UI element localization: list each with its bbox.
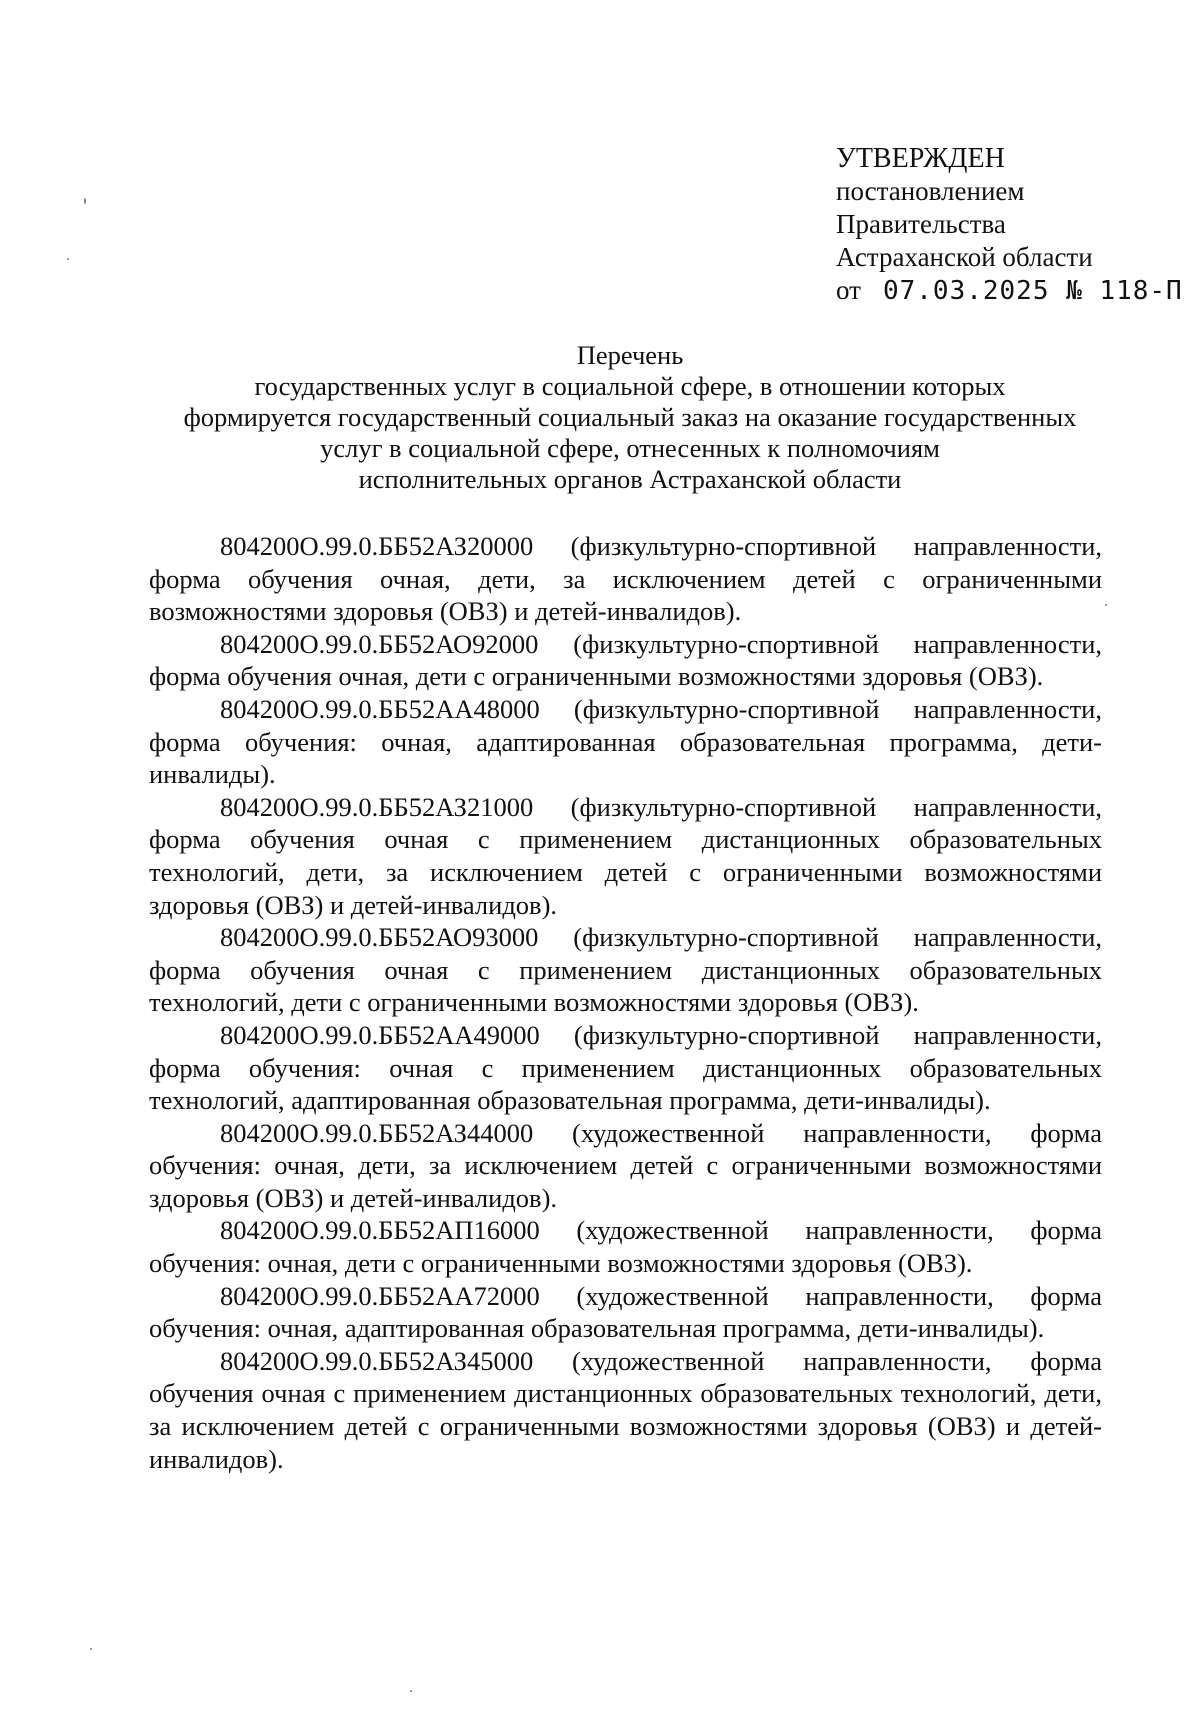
service-item: 804200О.99.0.ББ52АА49000 (физкультурно-спортивной направленности, форма обучения: очная с применением дистанционных образовательных технологий, адаптированная образовательная программа, дети-инвалиды). (149, 1019, 1102, 1116)
approval-line-2: Правительства (836, 209, 1006, 239)
service-item: 804200О.99.0.ББ52АЗ44000 (художественной направленности, форма обучения: очная, дети, за исключением детей с ограниченными возможностями здоровья (ОВЗ) и детей-инвалидов). (149, 1117, 1102, 1213)
scan-speck (90, 1648, 92, 1650)
approval-line-3: Астраханской области (836, 242, 1093, 272)
approval-date-line (836, 274, 1183, 308)
approval-date-number: 07.03.2025 № 118-П (882, 276, 1183, 306)
heading-line-5: исполнительных органов Астраханской области (358, 464, 902, 494)
document-heading (140, 340, 1120, 495)
scan-speck (1105, 604, 1107, 606)
approval-stamp (836, 142, 1183, 308)
service-item: 804200О.99.0.ББ52АЗ21000 (физкультурно-спортивной направленности, форма обучения очная с применением дистанционных образовательных технологий, дети, за исключением детей с ограниченными возможностями здоровья (ОВЗ) и детей-инвалидов). (149, 791, 1102, 920)
approval-line-1: постановлением (836, 176, 1025, 206)
approval-date-prefix: от (836, 275, 861, 305)
heading-line-2: государственных услуг в социальной сфере, в отношении которых (254, 371, 1006, 401)
scan-speck (84, 198, 86, 204)
approval-title: УТВЕРЖДЕН (836, 143, 1005, 174)
service-item: 804200О.99.0.ББ52АА72000 (художественной направленности, форма обучения: очная, адаптированная образовательная программа, дети-инвалиды). (149, 1280, 1102, 1344)
service-item: 804200О.99.0.ББ52АП16000 (художественной направленности, форма обучения: очная, дети с ограниченными возможностями здоровья (ОВЗ). (149, 1215, 1102, 1279)
heading-line-1: Перечень (576, 340, 684, 370)
heading-line-3: формируется государственный социальный заказ на оказание государственных (183, 402, 1077, 432)
service-item: 804200О.99.0.ББ52АЗ45000 (художественной направленности, форма обучения очная с применением дистанционных образовательных технологий, дети, за исключением детей с ограниченными возможностями здоровья (ОВЗ) и детей-инвалидов). (149, 1345, 1102, 1474)
service-item: 804200О.99.0.ББ52АО93000 (физкультурно-спортивной направленности, форма обучения очная с применением дистанционных образовательных технологий, дети с ограниченными возможностями здоровья (ОВЗ). (149, 922, 1102, 1018)
scan-speck (67, 258, 69, 260)
scan-speck (410, 1690, 412, 1692)
services-list (149, 530, 1102, 1475)
service-item: 804200О.99.0.ББ52АЗ20000 (физкультурно-спортивной направленности, форма обучения очная, дети, за исключением детей с ограниченными возможностями здоровья (ОВЗ) и детей-инвалидов). (149, 531, 1102, 627)
heading-line-4: услуг в социальной сфере, отнесенных к полномочиям (320, 433, 940, 463)
service-item: 804200О.99.0.ББ52АА48000 (физкультурно-спортивной направленности, форма обучения: очная, адаптированная образовательная программа, дети-инвалиды). (149, 693, 1102, 790)
service-item: 804200О.99.0.ББ52АО92000 (физкультурно-спортивной направленности, форма обучения очная, дети с ограниченными возможностями здоровья (ОВЗ). (149, 628, 1102, 692)
